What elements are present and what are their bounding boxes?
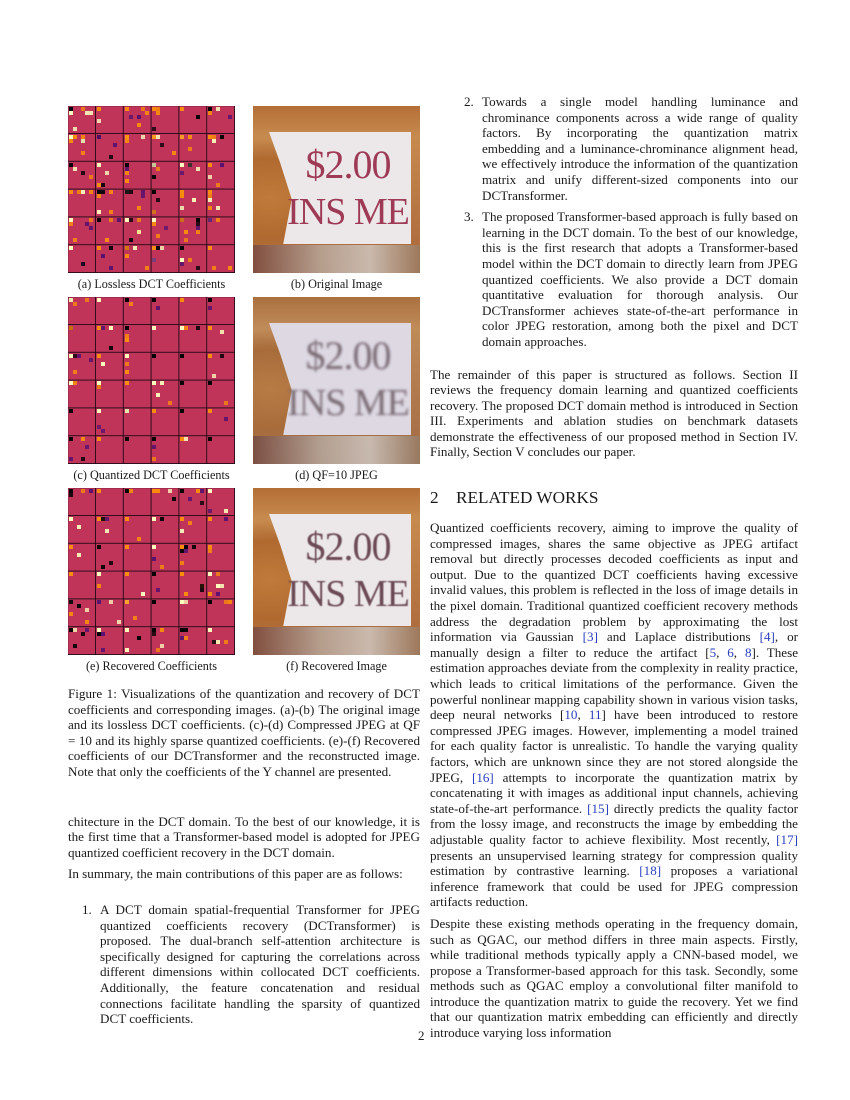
contribution-item-3	[464, 209, 798, 349]
citation-link[interactable]: 11	[588, 707, 602, 723]
section-heading	[430, 488, 798, 508]
citation-link[interactable]: [15]	[587, 800, 609, 816]
citation-link[interactable]: [18]	[639, 863, 662, 879]
list-number: 2.	[464, 94, 474, 109]
list-text: Towards a single model handling luminance and chrominance components across a wide range of quality factors. By incorporating the quantization matrix embedding and a luminance-chrominance alignment head, we effectively introduce the information of the quantization matrix and unify different-sized components into our DCTransformer.	[482, 94, 798, 203]
section-title: RELATED WORKS	[456, 488, 599, 508]
sign-text-line1: $2.00	[305, 333, 391, 378]
dct-coefficient-map-quantized	[68, 297, 235, 464]
sign-text-line1: $2.00	[305, 142, 391, 187]
paragraph-remainder: The remainder of this paper is structured as follows. Section II reviews the frequency domain learning and quantized coefficients recovery. The proposed DCT domain method is introduced in Section III. Experiments and ablation studies on benchmark datasets demonstrate the effectiveness of our proposed method in Section IV. Finally, Section V concludes our paper.	[430, 366, 798, 460]
contribution-item-2	[464, 94, 798, 203]
panel-caption: (c) Quantized DCT Coefficients	[73, 468, 230, 482]
figure-panel-d	[253, 297, 420, 484]
contribution-item-1	[82, 901, 420, 1027]
contributions-list-right	[464, 94, 798, 350]
figure-1	[68, 106, 420, 780]
dct-coefficient-map-lossless	[68, 106, 235, 273]
dct-coefficient-map-recovered	[68, 488, 235, 655]
paragraph-related-works-1: Quantized coefficients recovery, aiming to improve the quality of compressed images, shares the same objective as JPEG artifact removal but directly processes decoded coefficients as input and output. Due to the quantized DCT coefficients having excessive invalid values, this problem is reflected in the loss of image details in the pixel domain. Traditional quantized coefficient recovery methods address the degradation problem by approximating the lost information via Gaussian [3] and Laplace distributions [4], or manually design a filter to reduce the artifact [5, 6, 8]. These estimation approaches deviate from the complexity in reality practice, which leads to critical limitations of the performance. Given the powerful nonlinear mapping capability shown in various vision tasks, deep neural networks [10, 11] have been introduced to restore compressed JPEG images. However, implementing a model trained for each quality factor is unrealistic. To handle the varying quality factors, which are unknown since they are not stored alongside the JPEG, [16] attempts to incorporate the quantization matrix by concatenating it with images as additional input channels, achieving state-of-the-art performance. [15] directly predicts the quality factor from the lossy image, and reconstructs the image by embedding the adjustable quality factor to achieve flexibility. Most recently, [17] presents an unsupervised learning strategy for compression quality estimation by contrastive learning. [18] proposes a variational inference framework that could be used for JPEG compression artifacts reduction.	[430, 520, 799, 910]
panel-caption: (a) Lossless DCT Coefficients	[77, 277, 226, 291]
sign-text-line2: INS ME	[287, 191, 409, 233]
figure-panel-a	[68, 106, 235, 293]
paragraph-continuation: chitecture in the DCT domain. To the best of our knowledge, it is the first time that a Transformer-based model is adopted for JPEG quantized coefficient recovery in the DCT domain.	[68, 813, 420, 860]
list-text: The proposed Transformer-based approach is fully based on learning in the DCT domain. To the best of our knowledge, this is the first research that adopts a Transformer-based model within the DCT domain to directly learn from JPEG quantized coefficients. We also provide a DCT domain quantitative evaluation for thorough analysis. Our DCTransformer achieves state-of-the-art performance in color JPEG restoration, among both the pixel and DCT domain approaches.	[482, 209, 798, 349]
section-number: 2	[430, 488, 439, 508]
panel-caption: (e) Recovered Coefficients	[85, 659, 218, 673]
panel-caption: (f) Recovered Image	[286, 659, 387, 673]
figure-caption: Figure 1: Visualizations of the quantization and recovery of DCT coefficients and corresponding images. (a)-(b) The original image and its lossless DCT coefficients. (c)-(d) Compressed JPEG at QF = 10 and its highly sparse quantized coefficients. (e)-(f) Recovered coefficients of our DCTransformer and the reconstructed image. Note that only the coefficients of the Y channel are presented.	[68, 686, 420, 779]
paragraph-related-works-2: Despite these existing methods operating in the frequency domain, such as QGAC, our method differs in three main aspects. Firstly, while traditional methods typically apply a CNN-based model, we propose a Transformer-based approach for this task. Secondly, some methods such as QGAC employ a convolutional filter manifold to introduce the quantization matrix to guide the recovery. Yet we find that our quantization matrix embedding can efficiently and directly introduce varying loss information	[430, 915, 798, 1041]
citation-link[interactable]: 8	[744, 644, 752, 660]
jpeg-qf10-image	[253, 297, 420, 464]
list-number: 3.	[464, 209, 474, 225]
citation-link[interactable]: [3]	[582, 629, 598, 645]
sign-text-line2: INS ME	[287, 573, 409, 615]
list-text: A DCT domain spatial-frequential Transformer for JPEG quantized coefficients recovery (DCTransformer) is proposed. The dual-branch self-attention architecture is specifically designed for capturing the correlations across different dimensions within collocated DCT coefficients. Additionally, the feature concatenation and residual connections facilitate handling the sparsity of quantized DCT coefficients.	[100, 901, 420, 1027]
panel-caption: (b) Original Image	[290, 277, 383, 291]
contributions-list-left	[82, 901, 420, 1027]
citation-link[interactable]: [4]	[759, 629, 775, 645]
citation-link[interactable]: [17]	[776, 831, 798, 847]
figure-panel-b	[253, 106, 420, 293]
figure-row-1	[68, 106, 420, 293]
citation-link[interactable]: [16]	[471, 769, 494, 785]
figure-row-3	[68, 488, 420, 675]
panel-caption: (d) QF=10 JPEG	[295, 468, 378, 482]
right-column	[430, 94, 798, 1041]
figure-row-2	[68, 297, 420, 484]
left-column	[68, 106, 420, 1027]
figure-panel-e	[68, 488, 235, 675]
paragraph-summary: In summary, the main contributions of this paper are as follows:	[68, 866, 403, 882]
citation-link[interactable]: 5	[709, 644, 717, 660]
sign-text-line1: $2.00	[305, 524, 391, 569]
citation-link[interactable]: 10	[564, 707, 578, 723]
page-number: 2	[418, 1028, 425, 1043]
recovered-image	[253, 488, 420, 655]
figure-panel-c	[68, 297, 235, 484]
sign-text-line2: INS ME	[287, 382, 409, 424]
list-number: 1.	[82, 901, 92, 917]
figure-panel-f	[253, 488, 420, 675]
original-image	[253, 106, 420, 273]
citation-link[interactable]: 6	[727, 644, 734, 660]
